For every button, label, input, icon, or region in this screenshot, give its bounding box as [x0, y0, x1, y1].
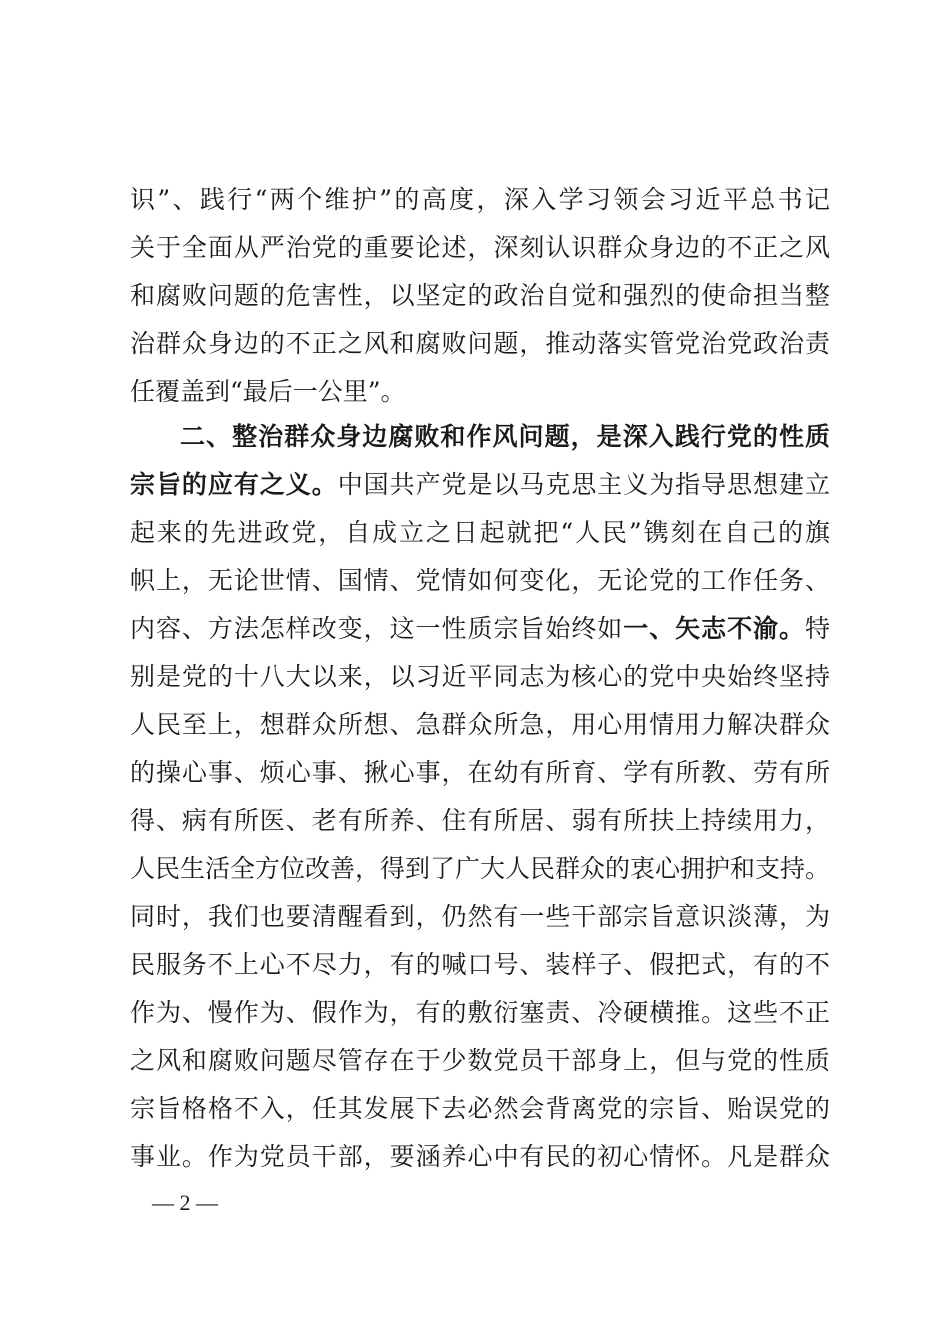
- section-heading-continued: 宗旨的应有之义。: [130, 470, 338, 499]
- paragraph-line: [130, 461, 830, 509]
- paragraph-line: 和腐败问题的危害性，以坚定的政治自觉和强烈的使命担当整: [130, 281, 830, 310]
- paragraph-line: 同时，我们也要清醒看到，仍然有一些干部宗旨意识淡薄，为: [130, 902, 830, 931]
- paragraph-line: 民服务不上心不尽力，有的喊口号、装样子、假把式，有的不: [130, 950, 830, 979]
- paragraph-line: 任覆盖到“最后一公里”。: [130, 377, 406, 406]
- paragraph-line: 人民生活全方位改善，得到了广大人民群众的衷心拥护和支持。: [130, 854, 831, 883]
- paragraph-line: 宗旨格格不入，任其发展下去必然会背离党的宗旨、贻误党的: [130, 1094, 830, 1123]
- paragraph-line: 人民至上，想群众所想、急群众所急，用心用情用力解决群众: [130, 710, 830, 739]
- paragraph-line: 别是党的十八大以来，以习近平同志为核心的党中央始终坚持: [130, 662, 830, 691]
- page-number: — 2 —: [152, 1190, 218, 1215]
- paragraph-text: 内容、方法怎样改变，这一性质宗旨始终如: [130, 614, 624, 643]
- paragraph-text: 特: [804, 614, 830, 643]
- paragraph-line: 治群众身边的不正之风和腐败问题，推动落实管党治党政治责: [130, 329, 830, 358]
- paragraph-line: 的操心事、烦心事、揪心事，在幼有所育、学有所教、劳有所: [130, 758, 830, 787]
- paragraph-line: [130, 605, 830, 653]
- paragraph-line: 起来的先进政党，自成立之日起就把“人民”镌刻在自己的旗: [130, 518, 830, 547]
- paragraph-line: 作为、慢作为、假作为，有的敷衍塞责、冷硬横推。这些不正: [130, 998, 830, 1027]
- paragraph-line: 帜上，无论世情、国情、党情如何变化，无论党的工作任务、: [130, 566, 830, 595]
- paragraph-line: 得、病有所医、老有所养、住有所居、弱有所扶上持续用力，: [130, 806, 830, 835]
- paragraph-line: 关于全面从严治党的重要论述，深刻认识群众身边的不正之风: [130, 233, 830, 262]
- paragraph-line: 之风和腐败问题尽管存在于少数党员干部身上，但与党的性质: [130, 1046, 830, 1075]
- paragraph-text: 中国共产党是以马克思主义为指导思想建立: [337, 470, 830, 499]
- section-heading: 二、整治群众身边腐败和作风问题，是深入践行党的性质: [180, 422, 830, 451]
- paragraph-line: 识”、践行“两个维护”的高度，深入学习领会习近平总书记: [130, 185, 830, 214]
- paragraph-line: 事业。作为党员干部，要涵养心中有民的初心情怀。凡是群众: [130, 1142, 830, 1171]
- emphasis-text: 一、矢志不渝。: [623, 614, 805, 643]
